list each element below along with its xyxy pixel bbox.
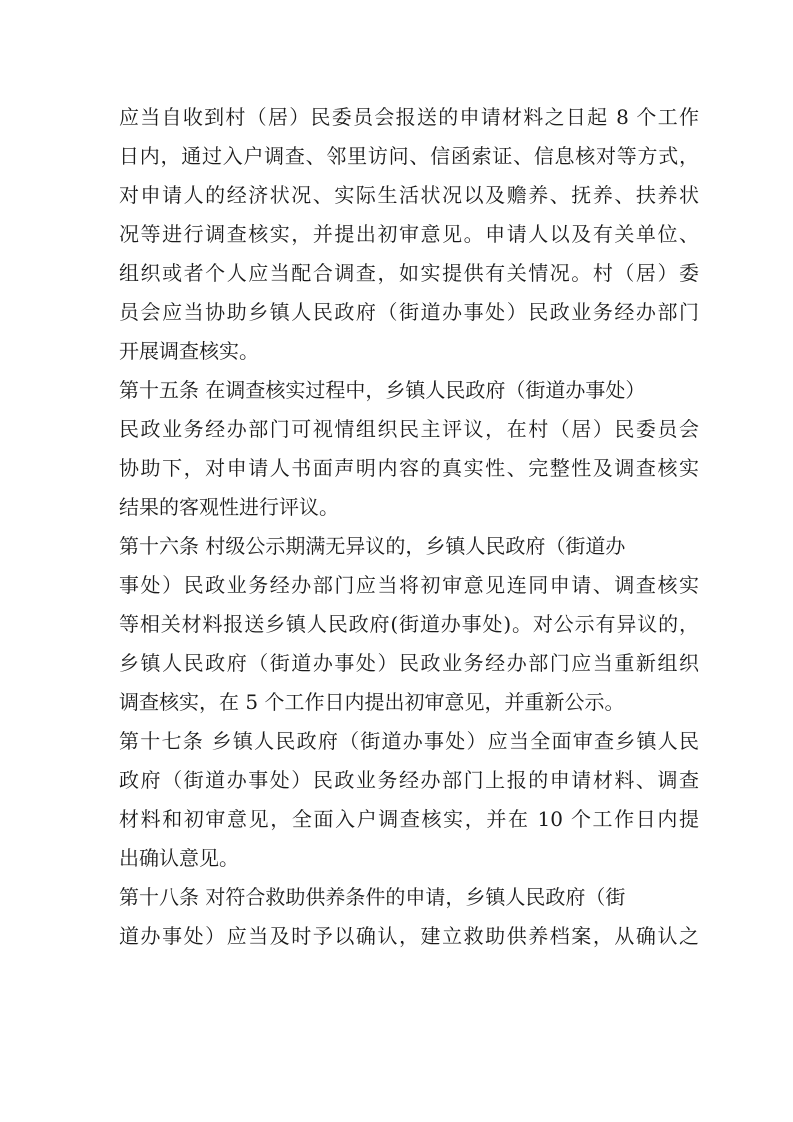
text-line: 对申请人的经济状况、实际生活状况以及赡养、抚养、扶养状 — [119, 183, 699, 207]
text-line: 结果的客观性进行评议。 — [119, 495, 339, 519]
text-line: 应当自收到村（居）民委员会报送的申请材料之日起 8 个工作 — [119, 105, 699, 129]
text-line: 等相关材料报送乡镇人民政府(街道办事处)。对公示有异议的， — [119, 612, 699, 636]
text-line: 日内，通过入户调查、邻里访问、信函索证、信息核对等方式， — [119, 144, 699, 168]
text-line: 况等进行调查核实，并提出初审意见。申请人以及有关单位、 — [119, 222, 699, 246]
body-text — [119, 98, 699, 956]
text-line: 组织或者个人应当配合调查，如实提供有关情况。村（居）委 — [119, 261, 699, 285]
text-line: 事处）民政业务经办部门应当将初审意见连同申请、调查核实 — [119, 573, 699, 597]
text-line: 调查核实，在 5 个工作日内提出初审意见，并重新公示。 — [119, 690, 625, 714]
text-line: 开展调查核实。 — [119, 339, 259, 363]
text-line: 材料和初审意见，全面入户调查核实，并在 10 个工作日内提 — [119, 807, 699, 831]
article-17-heading-line: 第十七条 乡镇人民政府（街道办事处）应当全面审查乡镇人民 — [119, 729, 699, 753]
text-line: 出确认意见。 — [119, 846, 239, 870]
text-line: 员会应当协助乡镇人民政府（街道办事处）民政业务经办部门 — [119, 300, 699, 324]
text-line: 政府（街道办事处）民政业务经办部门上报的申请材料、调查 — [119, 768, 699, 792]
article-15-heading-line: 第十五条 在调查核实过程中，乡镇人民政府（街道办事处） — [119, 378, 646, 402]
text-line: 道办事处）应当及时予以确认，建立救助供养档案，从确认之 — [119, 924, 699, 948]
article-16-heading-line: 第十六条 村级公示期满无异议的，乡镇人民政府（街道办 — [119, 534, 626, 558]
article-18-heading-line: 第十八条 对符合救助供养条件的申请，乡镇人民政府（街 — [119, 885, 626, 909]
text-line: 民政业务经办部门可视情组织民主评议，在村（居）民委员会 — [119, 417, 699, 441]
text-line: 协助下，对申请人书面声明内容的真实性、完整性及调查核实 — [119, 456, 699, 480]
text-line: 乡镇人民政府（街道办事处）民政业务经办部门应当重新组织 — [119, 651, 699, 675]
